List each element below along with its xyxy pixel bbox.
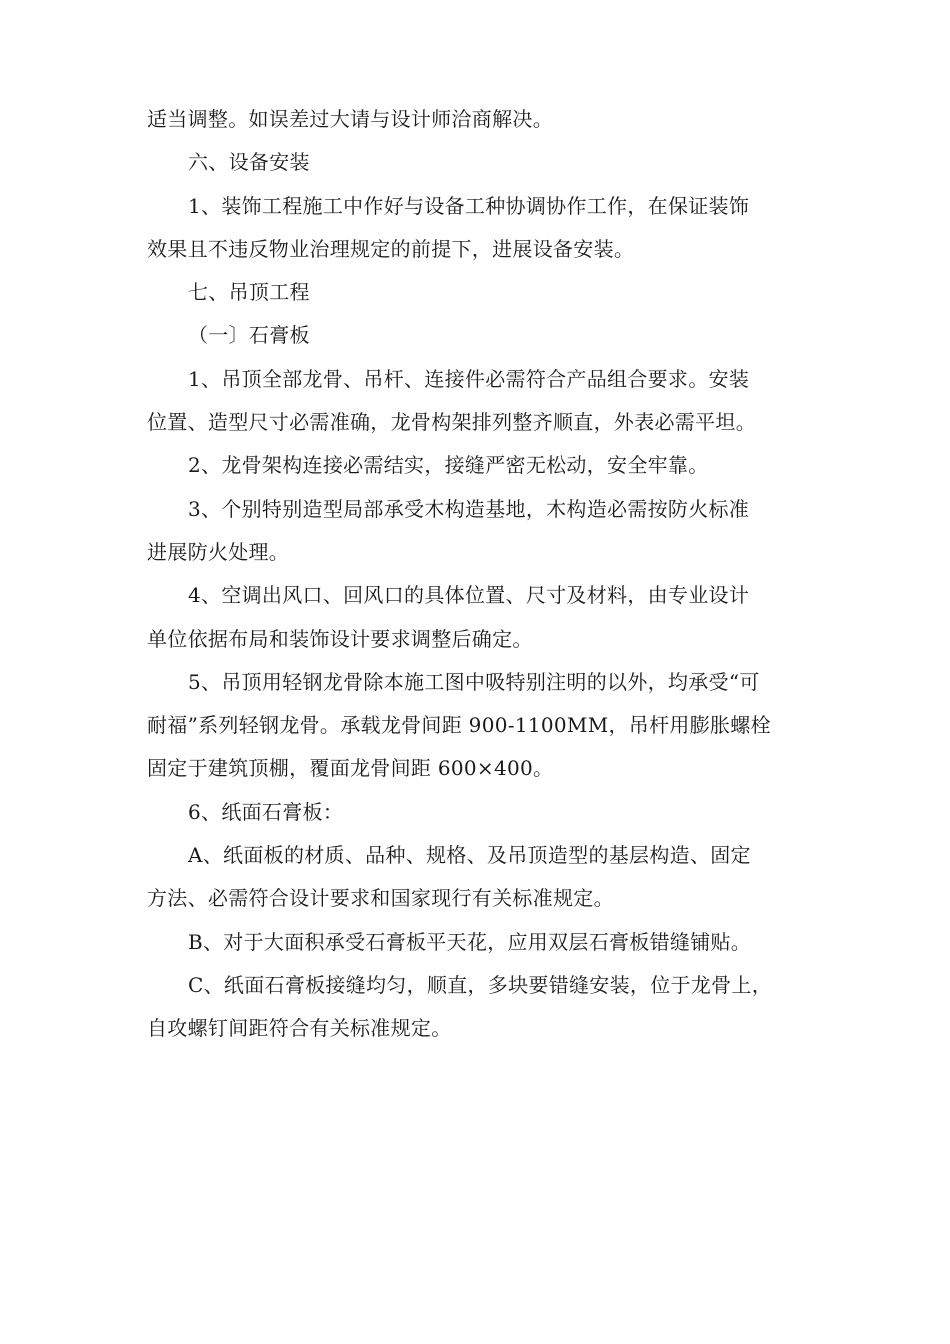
text-line: 效果且不违反物业治理规定的前提下，进展设备安装。 (147, 236, 635, 261)
text-line: 自攻螺钉间距符合有关标准规定。 (147, 1016, 452, 1041)
text-line: 2、龙骨架构连接必需结实，接缝严密无松动，安全牢靠。 (188, 453, 709, 478)
text-line: 进展防火处理。 (147, 539, 290, 564)
text-line: 耐福”系列轻钢龙骨。承载龙骨间距 900-1100MM，吊杆用膨胀螺栓 (147, 713, 771, 738)
text-line: 适当调整。如误差过大请与设计师洽商解决。 (147, 107, 553, 131)
text-line: 固定于建筑顶棚，覆面龙骨间距 600×400。 (147, 756, 554, 781)
text-line: 方法、必需符合设计要求和国家现行有关标准规定。 (147, 886, 614, 911)
text-line: 4、空调出风口、回风口的具体位置、尺寸及材料，由专业设计 (188, 583, 750, 608)
text-line: B、对于大面积承受石膏板平天花，应用双层石膏板错缝铺贴。 (188, 929, 752, 954)
text-line: 1、装饰工程施工中作好与设备工种协调协作工作，在保证装饰 (188, 193, 750, 218)
section-heading-ceiling-works: 七、吊顶工程 (188, 280, 310, 305)
text-line: 位置、造型尺寸必需准确，龙骨构架排列整齐顺直，外表必需平坦。 (147, 410, 756, 435)
section-heading-equipment-installation: 六、设备安装 (188, 150, 310, 175)
text-line: 单位依据布局和装饰设计要求调整后确定。 (147, 626, 533, 651)
subsection-heading-gypsum-board: （一〕石膏板 (188, 323, 310, 348)
text-line: 5、吊顶用轻钢龙骨除本施工图中吸特别注明的以外，均承受“可 (188, 669, 760, 694)
text-line: A、纸面板的材质、品种、规格、及吊顶造型的基层构造、固定 (188, 843, 751, 868)
text-line: 1、吊顶全部龙骨、吊杆、连接件必需符合产品组合要求。安装 (188, 366, 750, 391)
document-body (147, 98, 817, 1051)
text-line: 3、个别特别造型局部承受木构造基地，木构造必需按防火标准 (188, 496, 750, 521)
text-line: C、纸面石膏板接缝均匀，顺直，多块要错缝安装，位于龙骨上， (188, 972, 773, 997)
text-line: 6、纸面石膏板： (188, 799, 344, 824)
